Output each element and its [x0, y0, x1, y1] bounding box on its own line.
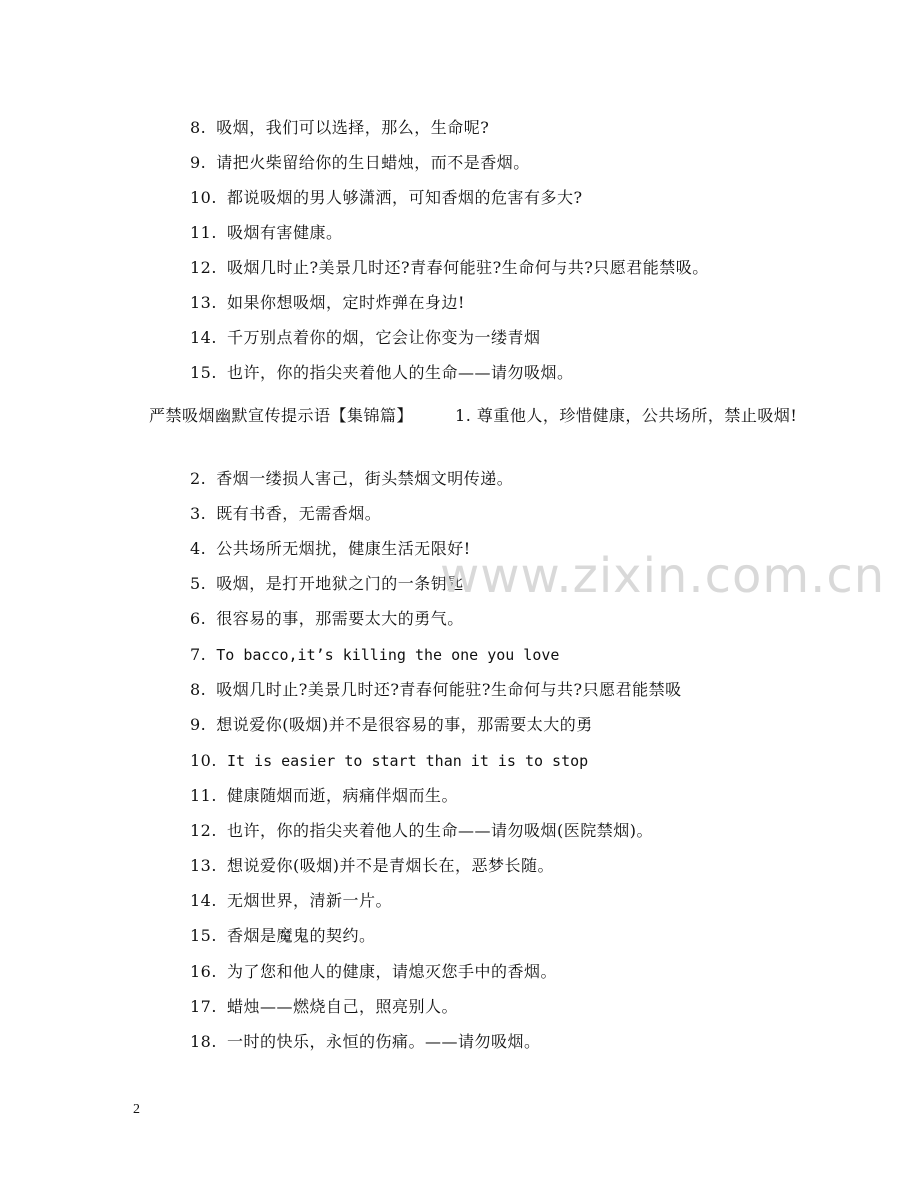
list-item: 13. 想说爱你(吸烟)并不是青烟长在，恶梦长随。	[190, 856, 554, 875]
section-first-item: 1. 尊重他人，珍惜健康，公共场所，禁止吸烟!	[455, 406, 798, 425]
list-item: 10. 都说吸烟的男人够潇洒，可知香烟的危害有多大?	[190, 188, 583, 207]
list-item: 14. 千万别点着你的烟，它会让你变为一缕青烟	[190, 328, 541, 347]
list-item: 9. 想说爱你(吸烟)并不是很容易的事，那需要太大的勇	[190, 715, 593, 734]
list-item: 14. 无烟世界，清新一片。	[190, 891, 392, 910]
list-item: 8. 吸烟，我们可以选择，那么，生命呢?	[190, 118, 490, 137]
list-item: 16. 为了您和他人的健康，请熄灭您手中的香烟。	[190, 962, 557, 981]
list-item: 18. 一时的快乐，永恒的伤痛。——请勿吸烟。	[190, 1032, 541, 1051]
list-item: 15. 香烟是魔鬼的契约。	[190, 926, 376, 945]
list-item: 3. 既有书香，无需香烟。	[190, 504, 382, 523]
list-item: 2. 香烟一缕损人害己，街头禁烟文明传递。	[190, 469, 514, 488]
list-item: 12. 吸烟几时止?美景几时还?青春何能驻?生命何与共?只愿君能禁吸。	[190, 258, 709, 277]
list-item: 10. It is easier to start than it is to stop	[190, 751, 589, 770]
section-heading	[149, 398, 799, 434]
list-item: 4. 公共场所无烟扰，健康生活无限好!	[190, 539, 471, 558]
list-item: 8. 吸烟几时止?美景几时还?青春何能驻?生命何与共?只愿君能禁吸	[190, 680, 682, 699]
list-item: 6. 很容易的事，那需要太大的勇气。	[190, 609, 464, 628]
list-item: 11. 吸烟有害健康。	[190, 223, 343, 242]
list-item: 12. 也许，你的指尖夹着他人的生命——请勿吸烟(医院禁烟)。	[190, 821, 653, 840]
watermark: www.zixin.com.cn	[440, 548, 886, 604]
section-title: 严禁吸烟幽默宣传提示语【集锦篇】	[149, 406, 414, 425]
list-item: 7. To bacco,it’s killing the one you love	[190, 645, 560, 664]
list-item: 13. 如果你想吸烟，定时炸弹在身边!	[190, 293, 465, 312]
list-item: 17. 蜡烛——燃烧自己，照亮别人。	[190, 997, 458, 1016]
page-number: 2	[133, 1102, 140, 1117]
list-item: 9. 请把火柴留给你的生日蜡烛，而不是香烟。	[190, 153, 530, 172]
list-item: 15. 也许，你的指尖夹着他人的生命——请勿吸烟。	[190, 363, 574, 382]
list-item: 11. 健康随烟而逝，病痛伴烟而生。	[190, 786, 458, 805]
list-item: 5. 吸烟，是打开地狱之门的一条钥匙。	[190, 574, 481, 593]
